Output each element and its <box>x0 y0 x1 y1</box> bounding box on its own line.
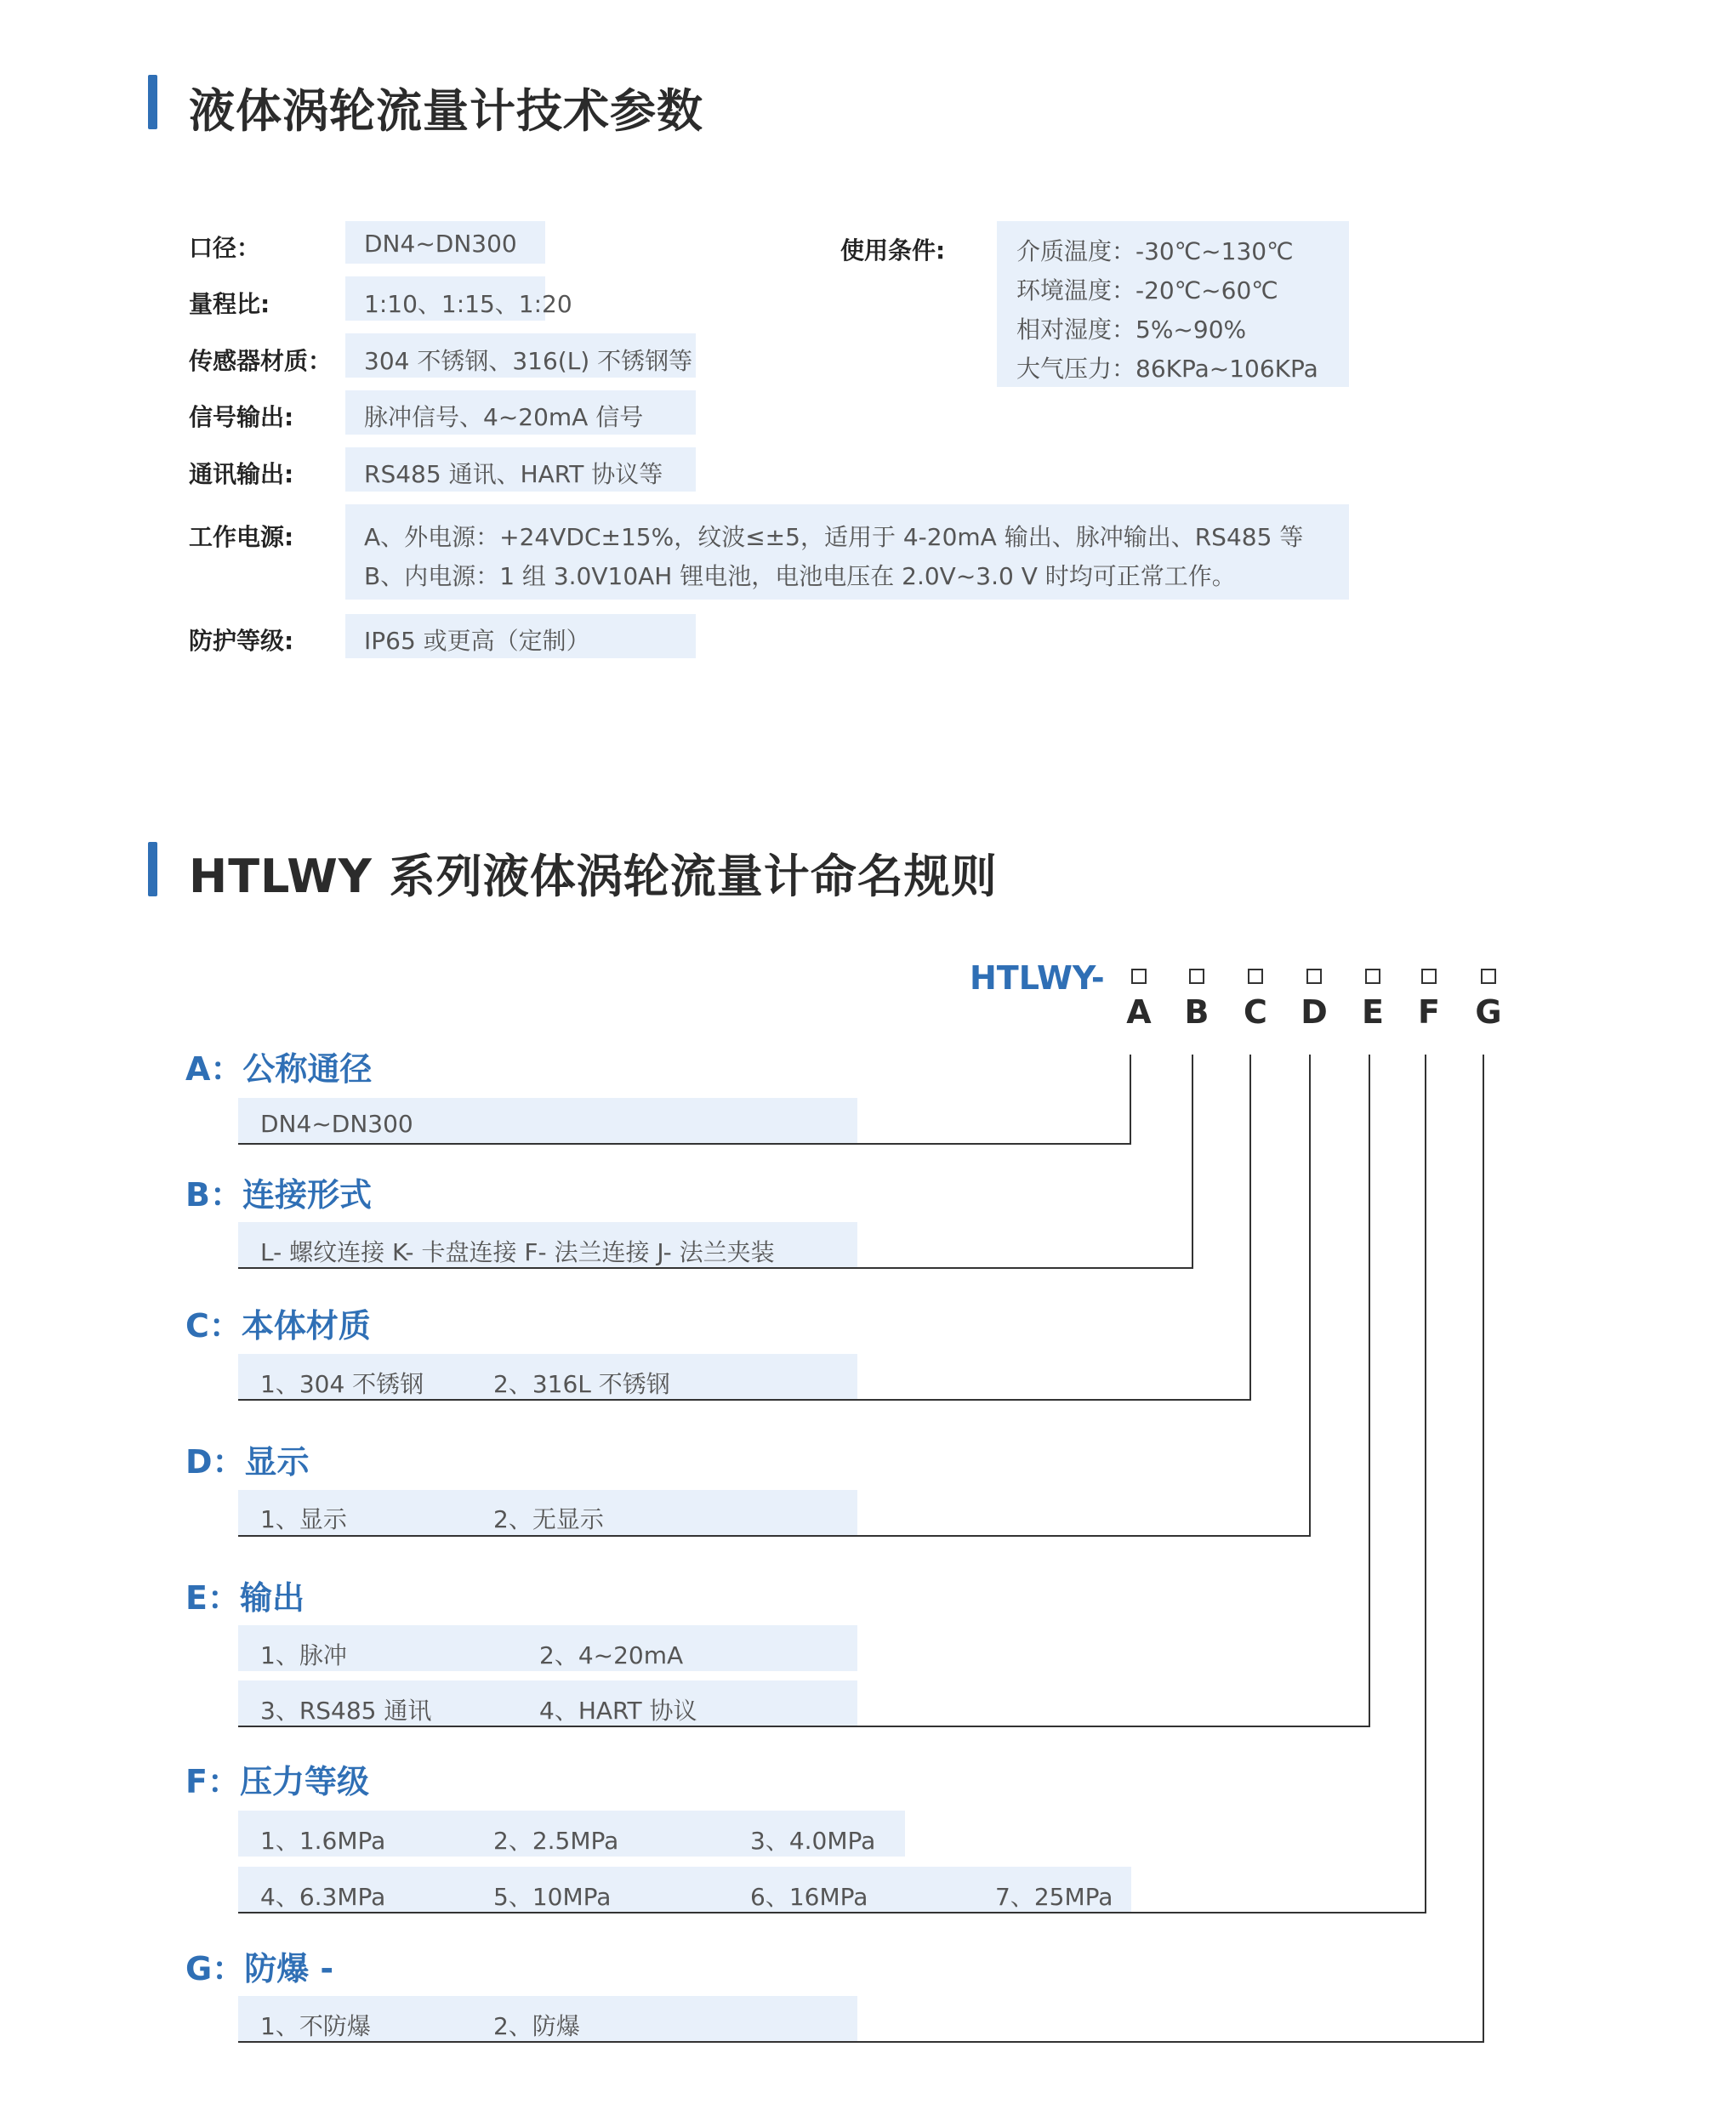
code-slot-box-c <box>1248 969 1263 984</box>
connector-underline-g <box>238 2041 1484 2043</box>
group-e-option-2: 2、4~20mA <box>539 1641 684 1669</box>
group-e-option-3: 3、RS485 通讯 <box>260 1697 432 1725</box>
connector-underline-b <box>238 1267 1193 1269</box>
spec-label-sensor-material: 传感器材质： <box>189 347 333 375</box>
code-letter-d: D <box>1301 993 1328 1031</box>
group-f-option-7: 7、25MPa <box>995 1883 1113 1911</box>
code-letter-a: A <box>1126 993 1152 1031</box>
connector-underline-e <box>238 1726 1370 1727</box>
spec-label-comm-output: 通讯输出: <box>189 460 294 488</box>
group-c-option-2: 2、316L 不锈钢 <box>493 1370 670 1398</box>
group-b-option-1: L- 螺纹连接 K- 卡盘连接 F- 法兰连接 J- 法兰夹装 <box>260 1238 775 1266</box>
group-a-option-1: DN4~DN300 <box>260 1110 413 1138</box>
group-title-a: A：公称通径 <box>185 1050 373 1088</box>
group-title-e: E：输出 <box>185 1579 305 1617</box>
connector-line-c <box>1249 1055 1251 1401</box>
condition-relative-humidity: 相对湿度：5%~90% <box>1016 316 1247 344</box>
group-title-b: B：连接形式 <box>185 1176 372 1214</box>
code-slot-box-e <box>1365 969 1380 984</box>
group-f-option-1: 1、1.6MPa <box>260 1827 386 1855</box>
section-accent-bar <box>148 842 157 896</box>
code-letter-c: C <box>1244 993 1267 1031</box>
code-slot-box-b <box>1189 969 1204 984</box>
connector-underline-f <box>238 1912 1426 1913</box>
code-slot-box-g <box>1481 969 1496 984</box>
connector-line-f <box>1425 1055 1426 1913</box>
group-d-option-2: 2、无显示 <box>493 1505 604 1533</box>
spec-value-power-supply-line1: A、外电源：+24VDC±15%，纹波≤±5，适用于 4-20mA 输出、脉冲输出、RS485 等 <box>364 523 1304 551</box>
connector-underline-a <box>238 1143 1131 1145</box>
condition-medium-temp: 介质温度：-30℃~130℃ <box>1016 237 1294 265</box>
group-f-option-5: 5、10MPa <box>493 1883 612 1911</box>
group-f-option-4: 4、6.3MPa <box>260 1883 386 1911</box>
code-slot-box-f <box>1421 969 1437 984</box>
connector-underline-c <box>238 1399 1251 1401</box>
section-accent-bar <box>148 75 157 129</box>
connector-line-e <box>1369 1055 1370 1727</box>
spec-value-caliber: DN4~DN300 <box>364 230 517 258</box>
connector-line-b <box>1192 1055 1193 1269</box>
group-e-option-1: 1、脉冲 <box>260 1641 347 1669</box>
group-e-option-4: 4、HART 协议 <box>539 1697 697 1725</box>
code-letter-e: E <box>1362 993 1384 1031</box>
connector-line-d <box>1309 1055 1311 1537</box>
group-title-f: F：压力等级 <box>185 1763 369 1800</box>
connector-line-a <box>1130 1055 1131 1145</box>
connector-underline-d <box>238 1535 1311 1537</box>
group-c-option-1: 1、304 不锈钢 <box>260 1370 424 1398</box>
group-f-option-3: 3、4.0MPa <box>750 1827 876 1855</box>
spec-label-power-supply: 工作电源: <box>189 523 294 551</box>
group-f-option-6: 6、16MPa <box>750 1883 868 1911</box>
spec-value-sensor-material: 304 不锈钢、316(L) 不锈钢等 <box>364 347 693 375</box>
spec-value-signal-output: 脉冲信号、4~20mA 信号 <box>364 403 644 431</box>
spec-label-conditions: 使用条件: <box>840 236 946 264</box>
spec-value-protection-grade: IP65 或更高（定制） <box>364 627 590 655</box>
naming-section-title: HTLWY 系列液体涡轮流量计命名规则 <box>189 850 998 903</box>
group-title-d: D：显示 <box>185 1443 310 1481</box>
spec-section-title: 液体涡轮流量计技术参数 <box>189 84 703 138</box>
condition-atmospheric-pressure: 大气压力：86KPa~106KPa <box>1016 355 1318 383</box>
group-g-option-1: 1、不防爆 <box>260 2012 371 2040</box>
spec-label-protection-grade: 防护等级: <box>189 627 294 655</box>
group-title-c: C：本体材质 <box>185 1307 371 1345</box>
code-letter-g: G <box>1475 993 1502 1031</box>
spec-value-comm-output: RS485 通讯、HART 协议等 <box>364 460 663 488</box>
connector-line-g <box>1483 1055 1484 2043</box>
spec-value-power-supply-line2: B、内电源：1 组 3.0V10AH 锂电池，电池电压在 2.0V~3.0 V 时均可正常工作。 <box>364 562 1236 590</box>
code-letter-f: F <box>1418 993 1440 1031</box>
group-d-option-1: 1、显示 <box>260 1505 347 1533</box>
condition-ambient-temp: 环境温度：-20℃~60℃ <box>1016 276 1278 304</box>
code-slot-box-a <box>1131 969 1147 984</box>
spec-value-range-ratio: 1:10、1:15、1:20 <box>364 290 572 318</box>
group-g-option-2: 2、防爆 <box>493 2012 580 2040</box>
group-title-g: G：防爆 - <box>185 1950 334 1987</box>
code-slot-box-d <box>1306 969 1322 984</box>
spec-label-signal-output: 信号输出: <box>189 403 294 431</box>
group-f-option-2: 2、2.5MPa <box>493 1827 619 1855</box>
model-code-prefix: HTLWY- <box>970 959 1105 997</box>
spec-label-caliber: 口径： <box>189 234 261 262</box>
code-letter-b: B <box>1184 993 1210 1031</box>
spec-label-range-ratio: 量程比: <box>189 290 270 318</box>
